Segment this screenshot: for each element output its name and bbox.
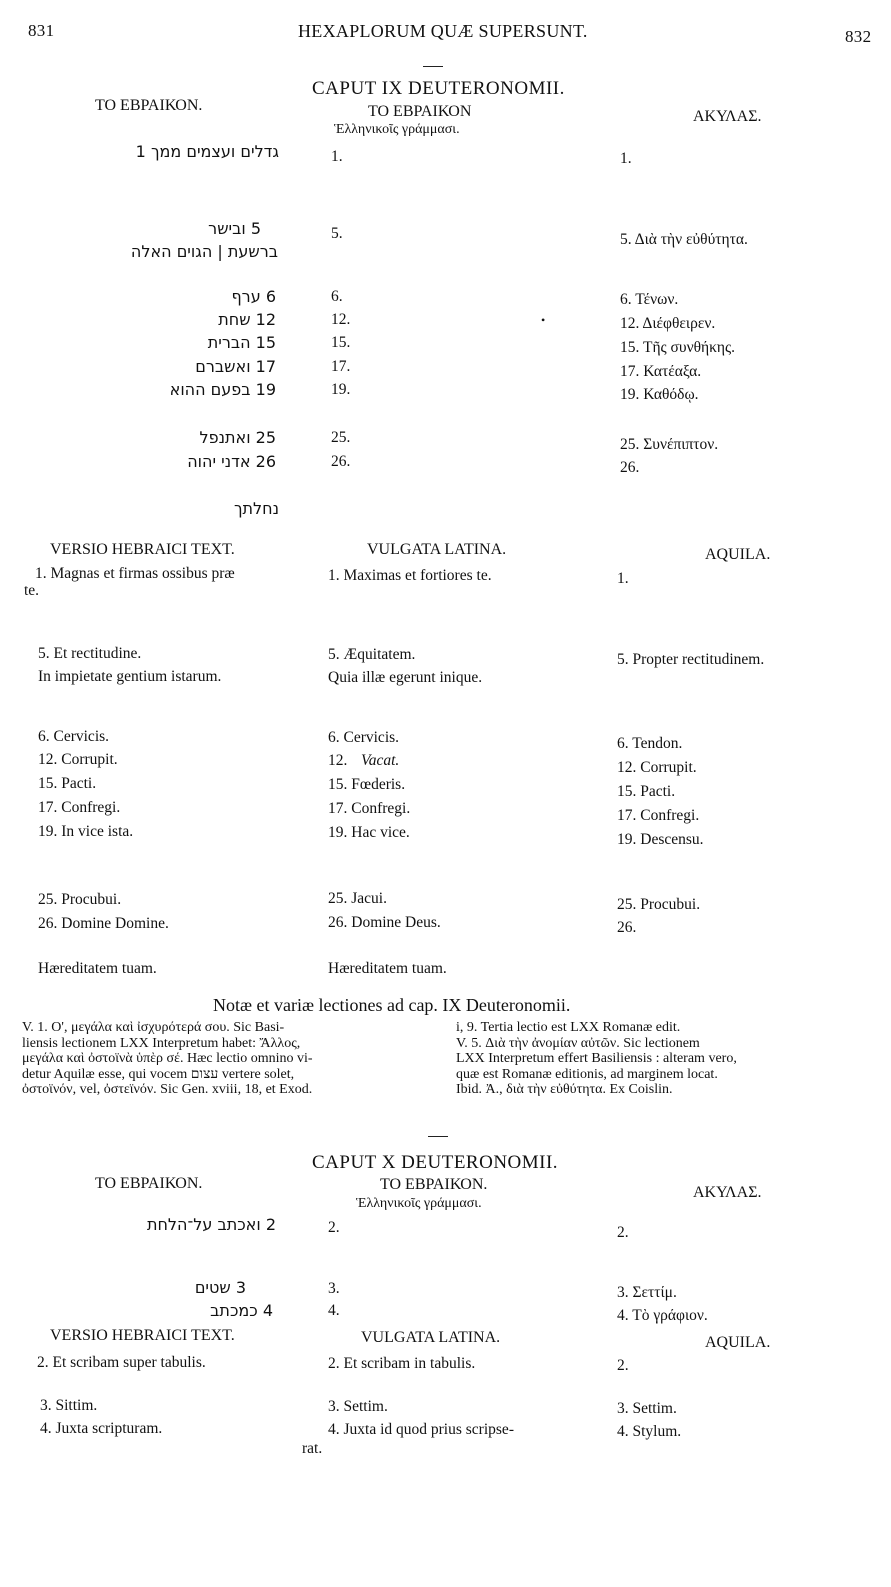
- verse-number: 2.: [328, 1219, 340, 1236]
- versio-line: 26. Domine Domine.: [38, 915, 169, 932]
- aquila-greek-line: 25. Συνέπιπτον.: [620, 436, 719, 453]
- running-title: HEXAPLORUM QUÆ SUPERSUNT.: [298, 21, 588, 41]
- column-subheading: Ἑλληνικοῖς γράμμασι.: [356, 1196, 482, 1211]
- aquila-latin-line: 2.: [617, 1357, 629, 1374]
- column-heading: VULGATA LATINA.: [361, 1329, 501, 1346]
- aquila-greek-line: 19. Καθόδῳ.: [620, 386, 699, 403]
- note-line: V. 5. Διὰ τὴν ἀνομίαν αὐτῶν. Sic lectionem: [456, 1035, 700, 1051]
- notes-left-column: [22, 1020, 447, 1098]
- hebrew-line: 12 שחת: [218, 310, 276, 329]
- vulgata-line: 1. Maximas et fortiores te.: [328, 567, 492, 584]
- hebrew-line: 19 בפעם ההוא: [169, 380, 276, 399]
- versio-line: 25. Procubui.: [38, 891, 122, 908]
- column-heading: ΑΚΥΛΑΣ.: [693, 108, 762, 125]
- aquila-latin-line: 26.: [617, 919, 637, 936]
- verse-number: 25.: [331, 429, 351, 446]
- aquila-greek-line: 26.: [620, 459, 640, 476]
- versio-line: 19. In vice ista.: [38, 823, 134, 840]
- vulgata-line: Quia illæ egerunt inique.: [328, 669, 483, 686]
- aquila-latin-line: 19. Descensu.: [617, 831, 704, 848]
- aquila-latin-line: 12. Corrupit.: [617, 759, 697, 776]
- column-subheading: Ἑλληνικοῖς γράμμασι.: [334, 122, 460, 137]
- verse-number: 17.: [331, 358, 351, 375]
- note-line: i, 9. Tertia lectio est LXX Romanæ edit.: [456, 1020, 681, 1035]
- vulgata-line: 19. Hac vice.: [328, 824, 410, 841]
- versio-line: In impietate gentium istarum.: [38, 668, 222, 685]
- hebrew-line: 26 אדני יהוה: [187, 452, 276, 471]
- vulgata-line: 2. Et scribam in tabulis.: [328, 1355, 476, 1372]
- vulgata-line: 3. Settim.: [328, 1398, 388, 1415]
- page-number-left: 831: [28, 21, 55, 40]
- verse-number: 3.: [328, 1280, 340, 1297]
- verse-number: 26.: [331, 453, 351, 470]
- column-heading: VULGATA LATINA.: [367, 541, 507, 558]
- aquila-latin-line: 4. Stylum.: [617, 1423, 682, 1440]
- note-line: LXX Interpretum effert Basiliensis : alteram vero,: [456, 1051, 737, 1066]
- hebrew-line: גדלים ועצמים ממך 1: [135, 142, 279, 161]
- aquila-latin-line: 5. Propter rectitudinem.: [617, 651, 765, 668]
- hebrew-line: 15 הברית: [207, 333, 276, 352]
- column-heading: ΑΚΥΛΑΣ.: [693, 1184, 762, 1201]
- chapter-title: CAPUT X DEUTERONOMII.: [312, 1152, 559, 1173]
- page-number-right: 832: [845, 27, 872, 46]
- column-heading: AQUILA.: [705, 546, 771, 563]
- hebrew-line: 4 כמכתב: [210, 1301, 273, 1320]
- versio-line: 17. Confregi.: [38, 799, 121, 816]
- versio-line: 3. Sittim.: [40, 1397, 98, 1414]
- vulgata-line: 26. Domine Deus.: [328, 914, 441, 931]
- versio-line: 15. Pacti.: [38, 775, 97, 792]
- note-line: detur Aquilæ esse, qui vocem עצום vertere solet,: [22, 1066, 295, 1082]
- hebrew-line: ברשעת | הגוים האלה: [130, 242, 278, 261]
- vulgata-line: Hæreditatem tuam.: [328, 960, 447, 977]
- aquila-latin-line: 1.: [617, 570, 629, 587]
- verse-number: 5.: [331, 225, 343, 242]
- note-line: Ibid. Ἀ., διὰ τὴν εὐθύτητα. Ex Coislin.: [456, 1082, 673, 1097]
- vulgata-line: rat.: [302, 1440, 323, 1457]
- hebrew-line: 2 ואכתב על־הלחת: [146, 1215, 276, 1234]
- versio-line: 4. Juxta scripturam.: [40, 1420, 163, 1437]
- aquila-greek-line: 4. Τὸ γράφιον.: [617, 1307, 708, 1324]
- aquila-greek-line: 2.: [617, 1224, 629, 1241]
- column-heading: AQUILA.: [705, 1334, 771, 1351]
- aquila-greek-line: 3. Σεττίμ.: [617, 1284, 677, 1301]
- note-line: μεγάλα καὶ ὀστοϊνὰ ὑπὲρ σέ. Hæc lectio omnino vi-: [22, 1051, 313, 1066]
- aquila-greek-line: 12. Διέφθειρεν.: [620, 315, 716, 332]
- hebrew-line: 5 ובישר: [208, 219, 261, 238]
- versio-line: 12. Corrupit.: [38, 751, 118, 768]
- note-line: ὀστοϊνόν, vel, ὀστεϊνόν. Sic Gen. xviii, 18, et Exod.: [22, 1082, 313, 1097]
- column-heading: VERSIO HEBRAICI TEXT.: [50, 541, 235, 558]
- vulgata-line: Vacat.: [361, 752, 400, 769]
- vulgata-line: 17. Confregi.: [328, 800, 411, 817]
- aquila-latin-line: 3. Settim.: [617, 1400, 677, 1417]
- aquila-greek-line: 6. Τένων.: [620, 291, 679, 308]
- notes-title: Notæ et variæ lectiones ad cap. IX Deuteronomii.: [213, 995, 571, 1015]
- verse-number: 19.: [331, 381, 351, 398]
- verse-number: 6.: [331, 288, 343, 305]
- verse-number: 1.: [331, 148, 343, 165]
- aquila-greek-line: 15. Τῆς συνθήκης.: [620, 339, 736, 356]
- verse-number: 15.: [331, 334, 351, 351]
- column-heading: ΤΟ ΕΒΡΑΙΚΟΝ.: [95, 97, 203, 114]
- versio-line: 5. Et rectitudine.: [38, 645, 142, 662]
- versio-line: 6. Cervicis.: [38, 728, 110, 745]
- aquila-latin-line: 15. Pacti.: [617, 783, 676, 800]
- note-line: liensis lectionem LXX Interpretum habet: Ἄλλος,: [22, 1035, 301, 1051]
- versio-line: te.: [24, 582, 40, 599]
- vulgata-line: 25. Jacui.: [328, 890, 387, 907]
- aquila-greek-line: 5. Διὰ τὴν εὐθύτητα.: [620, 231, 748, 248]
- hebrew-line: 25 ואתנפל: [199, 428, 276, 447]
- note-line: quæ est Romanæ editionis, ad marginem locat.: [456, 1066, 718, 1082]
- versio-line: 1. Magnas et firmas ossibus præ: [35, 565, 235, 582]
- vulgata-line: 15. Fœderis.: [328, 776, 406, 793]
- aquila-greek-line: 17. Κατέαξα.: [620, 363, 702, 380]
- vulgata-line: 6. Cervicis.: [328, 729, 400, 746]
- note-line: V. 1. Ο', μεγάλα καὶ ἰσχυρότερά σου. Sic Basi-: [22, 1020, 285, 1035]
- column-heading: ΤΟ ΕΒΡΑΙΚΟΝ.: [95, 1175, 203, 1192]
- divider: [428, 1136, 448, 1137]
- column-heading: ΤΟ ΕΒΡΑΙΚΟΝ: [368, 103, 472, 120]
- stray-mark: •: [541, 313, 546, 327]
- hebrew-line: 3 שטים: [194, 1278, 246, 1297]
- versio-line: 2. Et scribam super tabulis.: [37, 1354, 206, 1371]
- column-heading: ΤΟ ΕΒΡΑΙΚΟΝ.: [380, 1176, 488, 1193]
- vulgata-line: 12.: [328, 752, 348, 769]
- column-heading: VERSIO HEBRAICI TEXT.: [50, 1327, 235, 1344]
- divider: [423, 66, 443, 67]
- versio-line: Hæreditatem tuam.: [38, 960, 157, 977]
- chapter-title: CAPUT IX DEUTERONOMII.: [312, 78, 565, 99]
- vulgata-line: 4. Juxta id quod prius scripse-: [328, 1421, 514, 1438]
- verse-number: 12.: [331, 311, 351, 328]
- aquila-latin-line: 6. Tendon.: [617, 735, 683, 752]
- notes-right-column: [456, 1020, 881, 1098]
- hebrew-line: 17 ואשברם: [195, 357, 276, 376]
- hebrew-line: 6 ערף: [231, 287, 276, 306]
- vulgata-line: 5. Æquitatem.: [328, 646, 416, 663]
- aquila-latin-line: 25. Procubui.: [617, 896, 701, 913]
- aquila-latin-line: 17. Confregi.: [617, 807, 700, 824]
- aquila-greek-line: 1.: [620, 150, 632, 167]
- verse-number: 4.: [328, 1302, 340, 1319]
- hebrew-line: נחלתך: [233, 499, 279, 518]
